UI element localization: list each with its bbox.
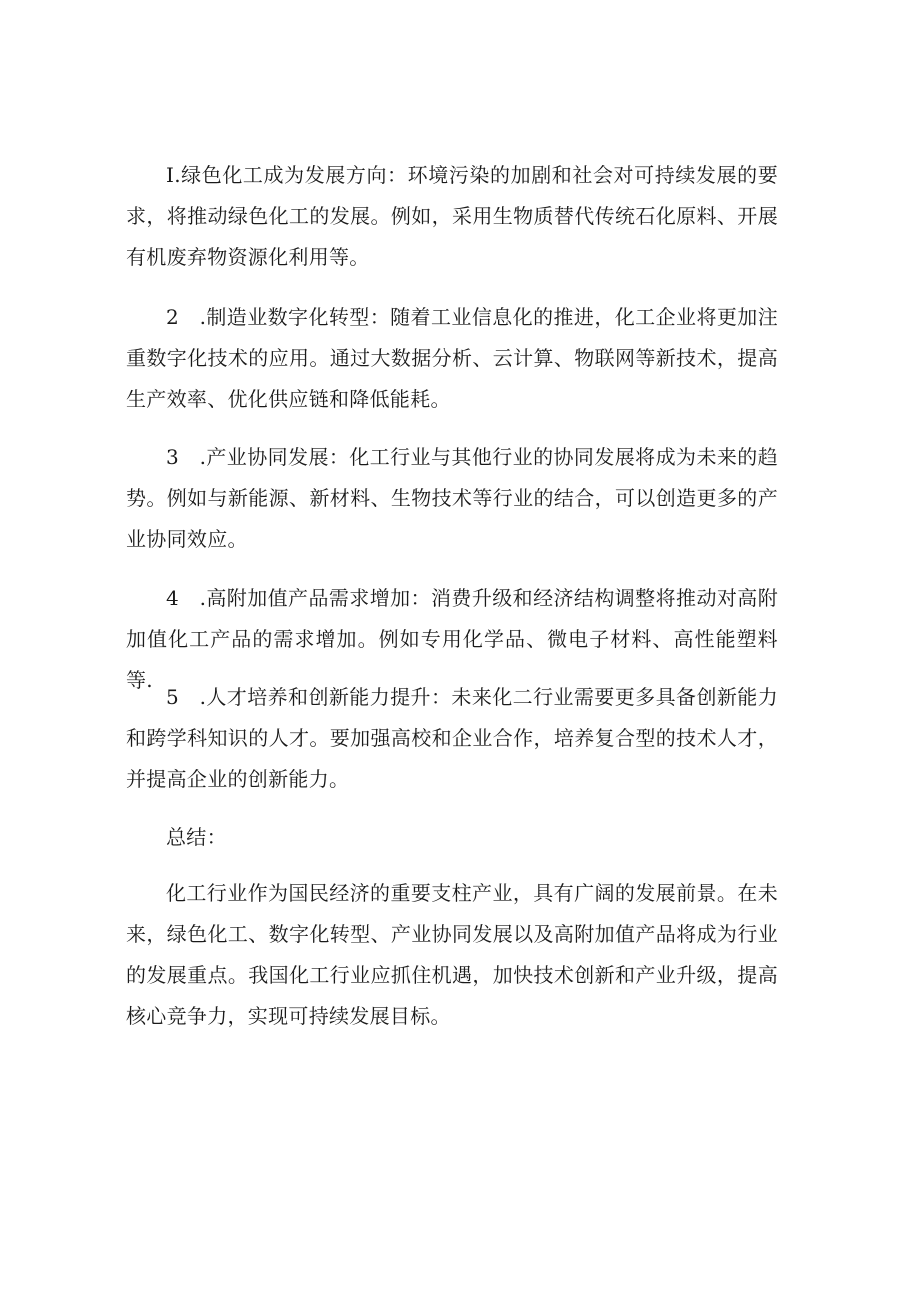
list-item-text: 高附加值产品需求增加：消费升级和经济结构调整将推动对高附加值化工产品的需求增加。例如专用化学品、微电子材料、高性能塑料等. (126, 586, 779, 692)
list-item-text: 人才培养和创新能力提升：未来化⼆行业需要更多具备创新能力和跨学科知识的人才。要加强高校和企业合作，培养复合型的技术人才，并提高企业的创新能力。 (126, 685, 779, 791)
list-item-number: 3 . (166, 445, 207, 469)
list-item-2 (126, 297, 778, 420)
list-item-5 (126, 677, 778, 800)
list-item-text: 绿色化工成为发展方向：环境污染的加剧和社会对可持续发展的要求，将推动绿色化工的发展。例如，采用生物质替代传统石化原料、开展有机废弃物资源化利用等。 (126, 163, 778, 269)
list-item-text: 制造业数字化转型：随着工业信息化的推进，化工企业将更加注重数字化技术的应用。通过大数据分析、云计算、物联网等新技术，提高生产效率、优化供应链和降低能耗。 (126, 305, 779, 411)
list-item-number: 4 . (166, 586, 207, 610)
list-item-number: 2 . (166, 305, 207, 329)
list-item-text: 产业协同发展：化工行业与其他行业的协同发展将成为未来的趋势。例如与新能源、新材料、生物技术等行业的结合，可以创造更多的产业协同效应。 (126, 445, 779, 551)
list-item-3 (126, 437, 778, 560)
list-item-number: I. (166, 163, 181, 187)
list-item-1 (126, 155, 778, 278)
list-item-number: 5 . (166, 685, 207, 709)
summary-paragraph: 化工行业作为国民经济的重要支柱产业，具有广阔的发展前景。在未来，绿色化工、数字化转型、产业协同发展以及高附加值产品将成为行业的发展重点。我国化工行业应抓住机遇，加快技术创新和产业升级，提高核心竞争力，实现可持续发展目标。 (126, 881, 778, 1028)
summary-heading: 总结： (166, 825, 227, 849)
